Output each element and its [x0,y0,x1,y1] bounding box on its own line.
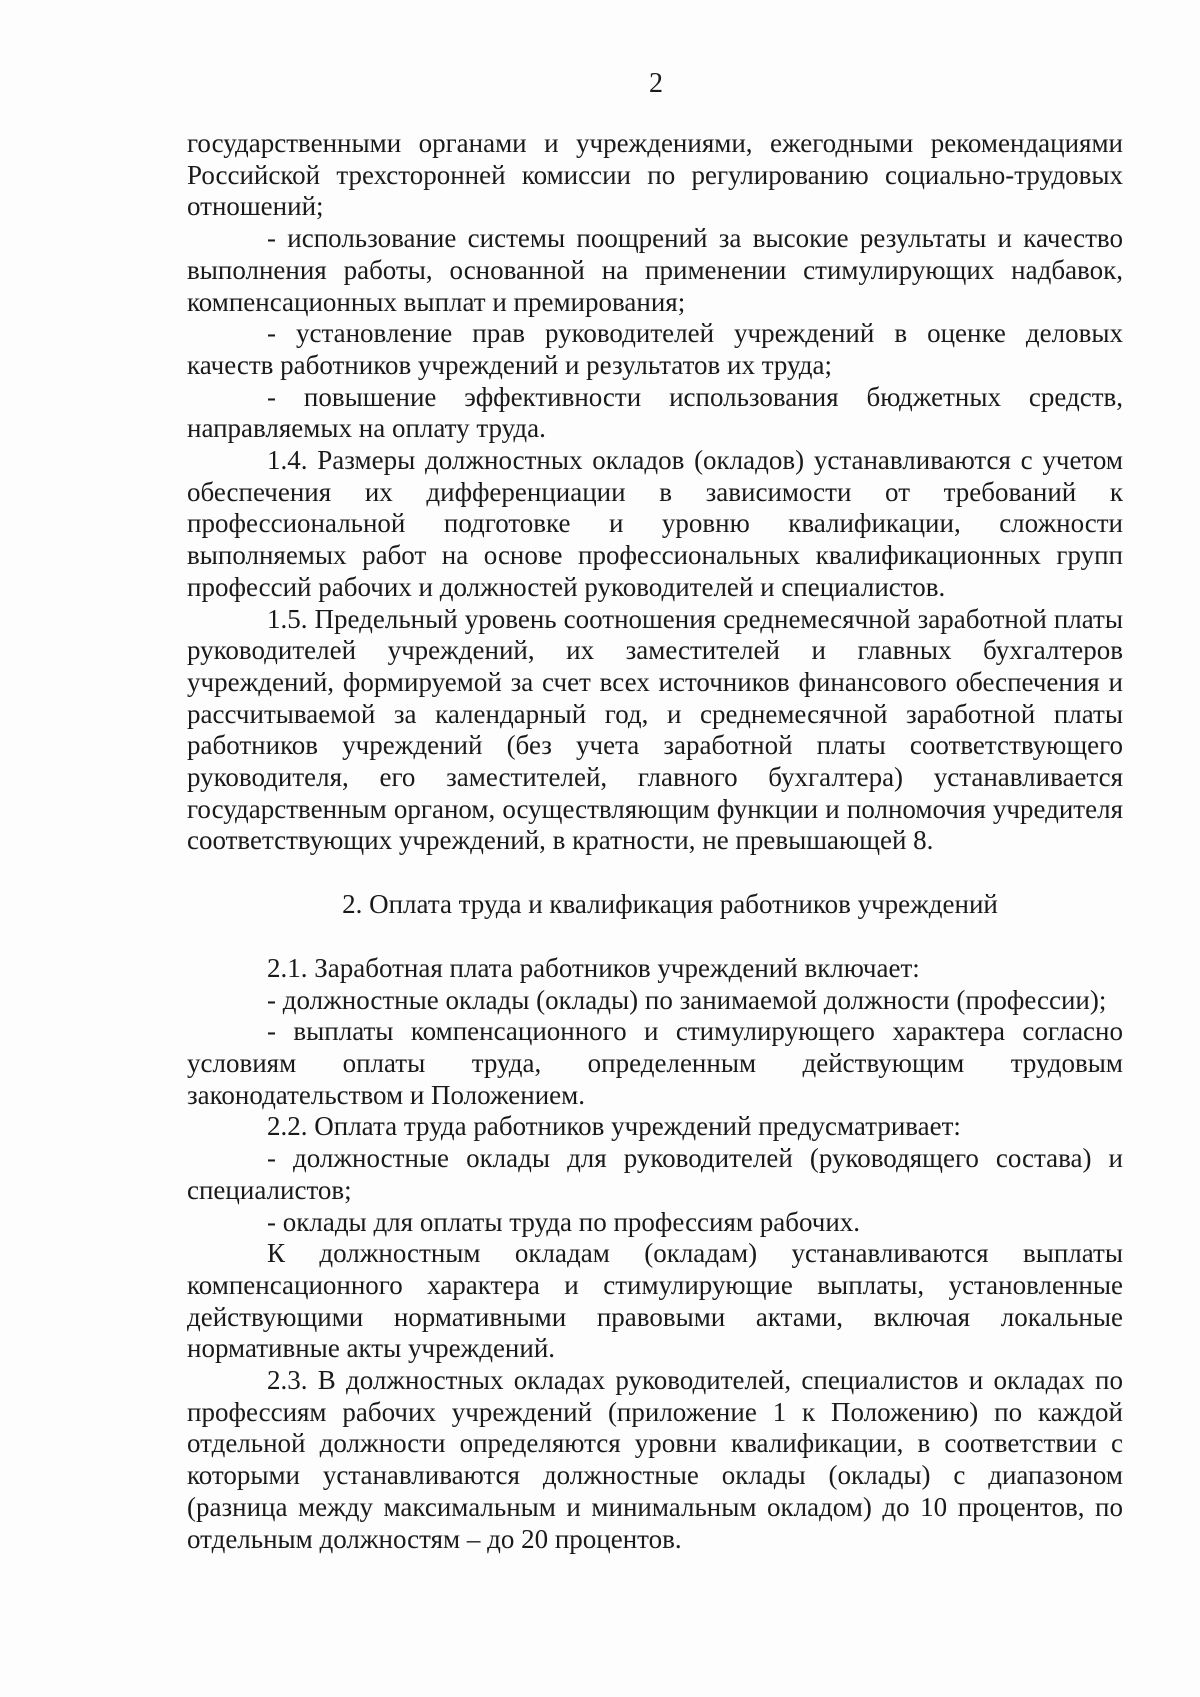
paragraph-compensation: К должностным окладам (окладам) устанавливаются выплаты компенсационного характера и стимулирующие выплаты, установленные действующими нормативными правовыми актами, включая локальные нормативные акты учреждений. [187,1238,1123,1364]
paragraph-2-2-workers: - оклады для оплаты труда по профессиям рабочих. [267,1206,861,1237]
paragraph-2-1: 2.1. Заработная плата работников учреждений включает: [267,952,920,983]
paragraph-2-2-managers: - должностные оклады для руководителей (руководящего состава) и специалистов; [187,1143,1123,1205]
paragraph-continuation: государственными органами и учреждениями, ежегодными рекомендациями Российской трехсторонней комиссии по регулированию социально-трудовых отношений; [187,128,1123,222]
paragraph-budget-efficiency: - повышение эффективности использования бюджетных средств, направляемых на оплату труда. [187,381,1123,444]
paragraph-manager-rights: - установление прав руководителей учреждений в оценке деловых качеств работников учреждений и результатов их труда; [187,318,1123,380]
paragraph-1-5: 1.5. Предельный уровень соотношения среднемесячной заработной платы руководителей учреждений, их заместителей и главных бухгалтеров учреждений, формируемой за счет всех источников финансового обеспечения и рассчитываемой за календарный год, и среднемесячной заработной платы работников учреждений (без учета заработной платы соответствующего руководителя, его заместителей, главного бухгалтера) устанавливается государственным органом, осуществляющим функции и полномочия учредителя соответствующих учреждений, в кратности, не превышающей 8. [187,603,1123,856]
paragraph-2-2: 2.2. Оплата труда работников учреждений предусматривает: [267,1111,961,1142]
paragraph-2-3: 2.3. В должностных окладах руководителей, специалистов и окладах по профессиям рабочих учреждений (приложение 1 к Положению) по каждой отдельной должности определяются уровни квалификации, в соответствии с которыми устанавливаются должностные оклады (оклады) с диапазоном (разница между максимальным и минимальным окладом) до 10 процентов, по отдельным должностям – до 20 процентов. [187,1365,1123,1554]
paragraph-2-1-payments: - выплаты компенсационного и стимулирующего характера согласно условиям оплаты труда, определенным действующим трудовым законодательством и Положением. [187,1016,1123,1110]
document-body [187,128,1123,1555]
paragraph-2-1-salaries: - должностные оклады (оклады) по занимаемой должности (профессии); [267,984,1107,1015]
page-number: 2 [649,68,663,99]
paragraph-1-4: 1.4. Размеры должностных окладов (окладов) устанавливаются с учетом обеспечения их дифференциации в зависимости от требований к профессиональной подготовке и уровню квалификации, сложности выполняемых работ на основе профессиональных квалификационных групп профессий рабочих и должностей руководителей и специалистов. [187,445,1123,602]
section-heading: 2. Оплата труда и квалификация работников учреждений [342,889,998,920]
paragraph-incentive-system: - использование системы поощрений за высокие результаты и качество выполнения работы, основанной на применении стимулирующих надбавок, компенсационных выплат и премирования; [187,223,1123,317]
